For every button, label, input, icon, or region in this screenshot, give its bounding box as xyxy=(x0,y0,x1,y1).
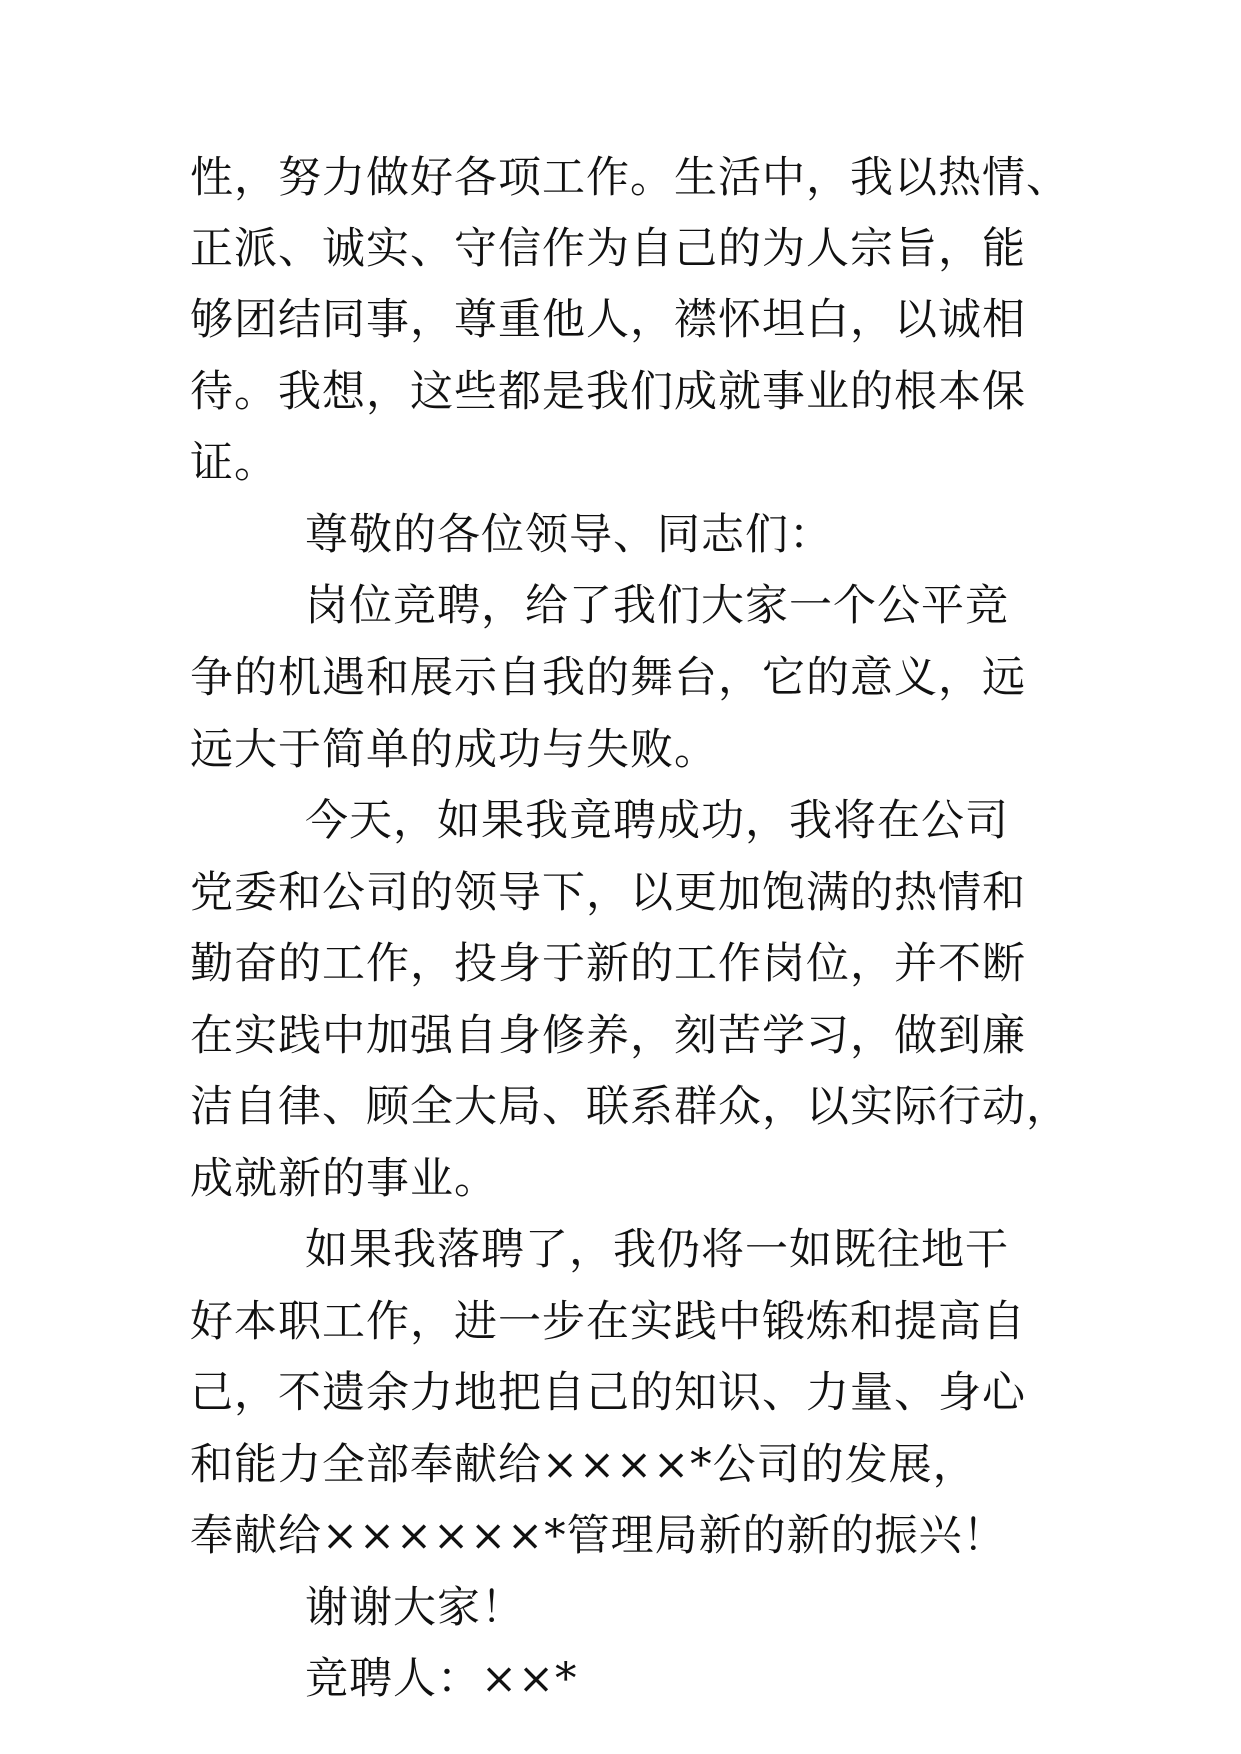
text-line-16: 如果我落聘了，我仍将一如既往地干 xyxy=(305,1225,1009,1275)
text-line-14: 洁自律、顾全大局、联系群众，以实际行动， xyxy=(190,1082,1070,1132)
text-line-1: 性，努力做好各项工作。生活中，我以热情、 xyxy=(190,153,1070,203)
text-line-7: 岗位竞聘，给了我们大家一个公平竞 xyxy=(305,581,1009,631)
salutation-line: 尊敬的各位领导、同志们： xyxy=(305,510,833,560)
text-line-9: 远大于简单的成功与失败。 xyxy=(190,725,718,775)
signature-line: 竞聘人：××* xyxy=(305,1654,578,1704)
text-line-17: 好本职工作，进一步在实践中锻炼和提高自 xyxy=(190,1297,1026,1347)
text-line-20: 奉献给××××××*管理局新的新的振兴！ xyxy=(190,1511,1007,1561)
text-line-12: 勤奋的工作，投身于新的工作岗位，并不断 xyxy=(190,939,1026,989)
text-line-13: 在实践中加强自身修养，刻苦学习，做到廉 xyxy=(190,1011,1026,1061)
text-line-4: 待。我想，这些都是我们成就事业的根本保 xyxy=(190,367,1026,417)
text-line-2: 正派、诚实、守信作为自己的为人宗旨，能 xyxy=(190,224,1026,274)
text-line-19: 和能力全部奉献给××××*公司的发展， xyxy=(190,1440,977,1490)
text-line-18: 己，不遗余力地把自己的知识、力量、身心 xyxy=(190,1368,1026,1418)
thanks-line: 谢谢大家！ xyxy=(305,1583,525,1633)
text-line-11: 党委和公司的领导下，以更加饱满的热情和 xyxy=(190,868,1026,918)
text-line-8: 争的机遇和展示自我的舞台，它的意义，远 xyxy=(190,653,1026,703)
text-line-10: 今天，如果我竟聘成功，我将在公司 xyxy=(305,796,1009,846)
text-line-15: 成就新的事业。 xyxy=(190,1154,498,1204)
text-line-5: 证。 xyxy=(190,438,278,488)
text-line-3: 够团结同事，尊重他人，襟怀坦白，以诚相 xyxy=(190,295,1026,345)
